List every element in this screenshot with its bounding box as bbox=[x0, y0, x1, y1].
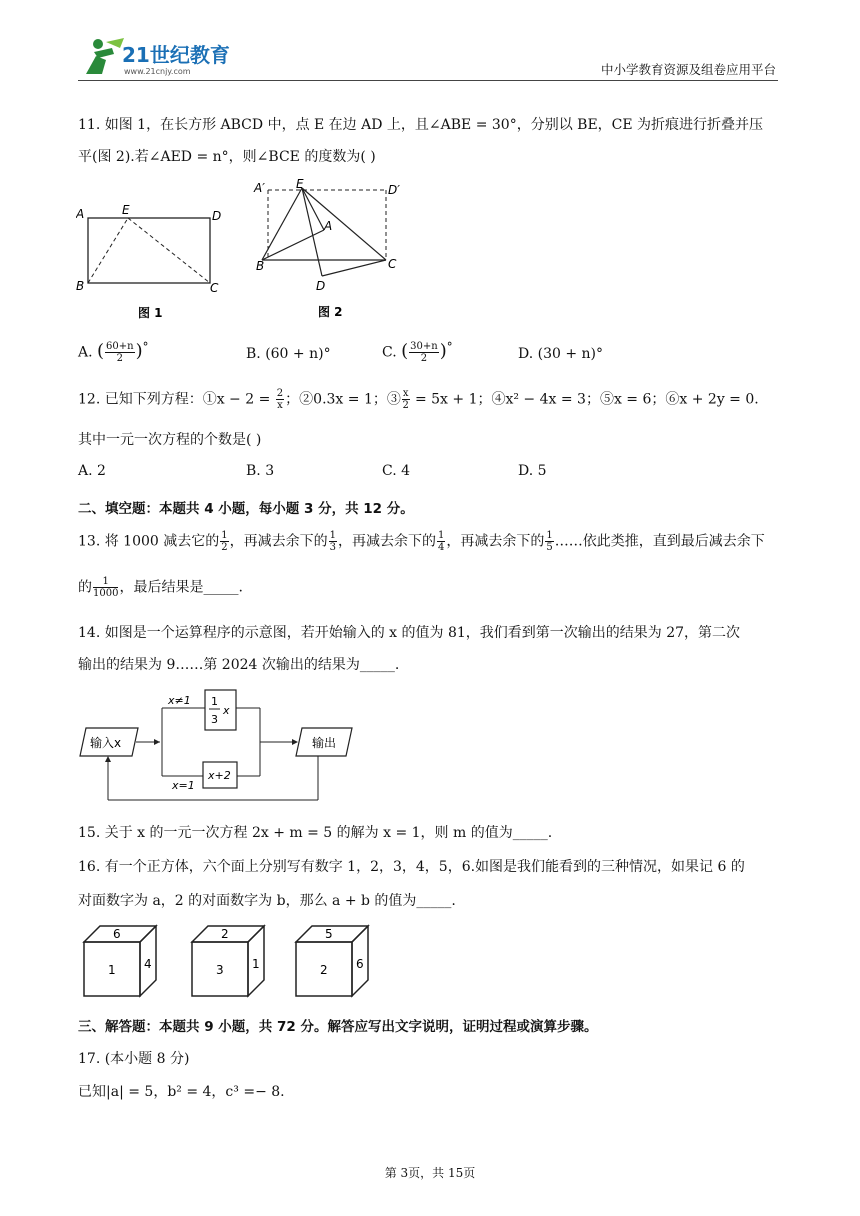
svg-text:x+2: x+2 bbox=[208, 769, 231, 782]
q11-figure1 bbox=[76, 200, 236, 325]
page-footer: 第 3页，共 15页 bbox=[384, 1166, 476, 1180]
q11-line1: 11. 如图 1，在长方形 ABCD 中，点 E 在边 AD 上，且∠ABE = 30°，分别以 BE，CE 为折痕进行折叠并压 bbox=[78, 117, 764, 133]
svg-text:6: 6 bbox=[113, 927, 121, 941]
svg-text:1: 1 bbox=[252, 957, 260, 971]
svg-text:输入x: 输入x bbox=[90, 736, 122, 750]
svg-text:x=1: x=1 bbox=[172, 779, 195, 792]
q16-line2: 对面数字为 a，2 的对面数字为 b，那么 a + b 的值为_____. bbox=[78, 893, 456, 909]
q13-line2: 的 $\frac{1}{1000}$ ，最后结果是_____. bbox=[78, 576, 243, 599]
q12-option-d[interactable]: D. 5 bbox=[518, 463, 547, 479]
label-e: E bbox=[122, 203, 130, 217]
svg-text:3: 3 bbox=[211, 713, 218, 726]
q11-line2: 平(图 2).若∠AED = n°，则∠BCE 的度数为( ) bbox=[78, 149, 376, 165]
q14-line2: 输出的结果为 9……第 2024 次输出的结果为_____. bbox=[78, 657, 400, 673]
svg-text:1: 1 bbox=[211, 695, 218, 708]
svg-text:D′: D′ bbox=[388, 183, 400, 197]
svg-text:4: 4 bbox=[144, 957, 152, 971]
q12-option-b[interactable]: B. 3 bbox=[246, 463, 275, 479]
logo-url: www.21cnjy.com bbox=[124, 67, 191, 76]
svg-text:2: 2 bbox=[320, 963, 328, 977]
svg-text:3: 3 bbox=[216, 963, 224, 977]
q16-cubes bbox=[80, 922, 380, 1002]
logo-text: 21世纪教育 bbox=[122, 43, 230, 67]
svg-text:x: x bbox=[223, 704, 230, 717]
cube-1 bbox=[84, 926, 156, 996]
q17-title: 17. (本小题 8 分) bbox=[78, 1051, 190, 1067]
label-a: A bbox=[76, 207, 85, 221]
fig1-caption: 图 1 bbox=[138, 306, 163, 320]
q11-option-d[interactable]: D. (30 + n)° bbox=[518, 346, 604, 362]
q15-line1: 15. 关于 x 的一元一次方程 2x + m = 5 的解为 x = 1，则 m 的值为_____. bbox=[78, 825, 553, 841]
svg-text:D: D bbox=[316, 279, 326, 293]
section3-title: 三、解答题：本题共 9 小题，共 72 分。解答应写出文字说明，证明过程或演算步骤。 bbox=[78, 1019, 598, 1035]
svg-text:5: 5 bbox=[325, 927, 333, 941]
q17-line1: 已知|a| = 5，b² = 4，c³ =− 8. bbox=[78, 1084, 285, 1100]
q11-figure2 bbox=[250, 178, 410, 323]
svg-text:6: 6 bbox=[356, 957, 364, 971]
label-c: C bbox=[210, 281, 219, 295]
header-right-text: 中小学教育资源及组卷应用平台 bbox=[600, 62, 776, 77]
q12-line2: 其中一元一次方程的个数是( ) bbox=[78, 432, 262, 448]
q11-option-b[interactable]: B. (60 + n)° bbox=[246, 346, 331, 362]
cube-3 bbox=[296, 926, 368, 996]
fig2-caption: 图 2 bbox=[318, 305, 343, 319]
section2-title: 二、填空题：本题共 4 小题，每小题 3 分，共 12 分。 bbox=[78, 501, 414, 517]
site-logo bbox=[76, 34, 246, 78]
segment-ce bbox=[128, 218, 210, 283]
rectangle-abcd bbox=[88, 218, 210, 283]
header-divider bbox=[78, 80, 778, 81]
q14-flowchart bbox=[78, 688, 368, 806]
q12-option-a[interactable]: A. 2 bbox=[78, 463, 106, 479]
cube-2 bbox=[192, 926, 264, 996]
q11-option-c[interactable]: C. ( $\frac{30+n}{2}$ )° bbox=[382, 340, 453, 365]
svg-text:输出: 输出 bbox=[312, 736, 337, 750]
svg-text:A′: A′ bbox=[254, 181, 265, 195]
q13-line1: 13. 将 1000 减去它的 $\frac{1}{2}$ ，再减去余下的 $\frac{1}{3}$ ，再减去余下的 $\frac{1}{4}$ ，再减去余下的 $\frac{1}{5}$ ……依此类推，直到最后减去余下 bbox=[78, 530, 765, 553]
svg-text:B: B bbox=[256, 259, 265, 273]
svg-text:C: C bbox=[388, 257, 397, 271]
label-b: B bbox=[76, 279, 85, 293]
q14-line1: 14. 如图是一个运算程序的示意图，若开始输入的 x 的值为 81，我们看到第一次输出的结果为 27，第二次 bbox=[78, 625, 741, 641]
svg-text:E: E bbox=[296, 178, 304, 191]
segment-be bbox=[88, 218, 128, 283]
q16-line1: 16. 有一个正方体，六个面上分别写有数字 1，2，3，4，5，6.如图是我们能看到的三种情况，如果记 6 的 bbox=[78, 859, 745, 875]
svg-text:x≠1: x≠1 bbox=[168, 694, 191, 707]
q12-line1: 12. 已知下列方程：①x − 2 = $\frac{2}{x}$ ；②0.3x = 1；③ $\frac{x}{2}$ = 5x + 1；④x² − 4x = 3；⑤x = 6；⑥x + 2y = 0. bbox=[78, 388, 759, 411]
q12-option-c[interactable]: C. 4 bbox=[382, 463, 411, 479]
svg-text:A: A bbox=[324, 219, 333, 233]
flow-op-top-box bbox=[205, 690, 236, 730]
label-d: D bbox=[212, 209, 222, 223]
svg-text:2: 2 bbox=[221, 927, 229, 941]
q11-option-a[interactable]: A. ( $\frac{60+n}{2}$ )° bbox=[78, 340, 149, 365]
svg-text:1: 1 bbox=[108, 963, 116, 977]
